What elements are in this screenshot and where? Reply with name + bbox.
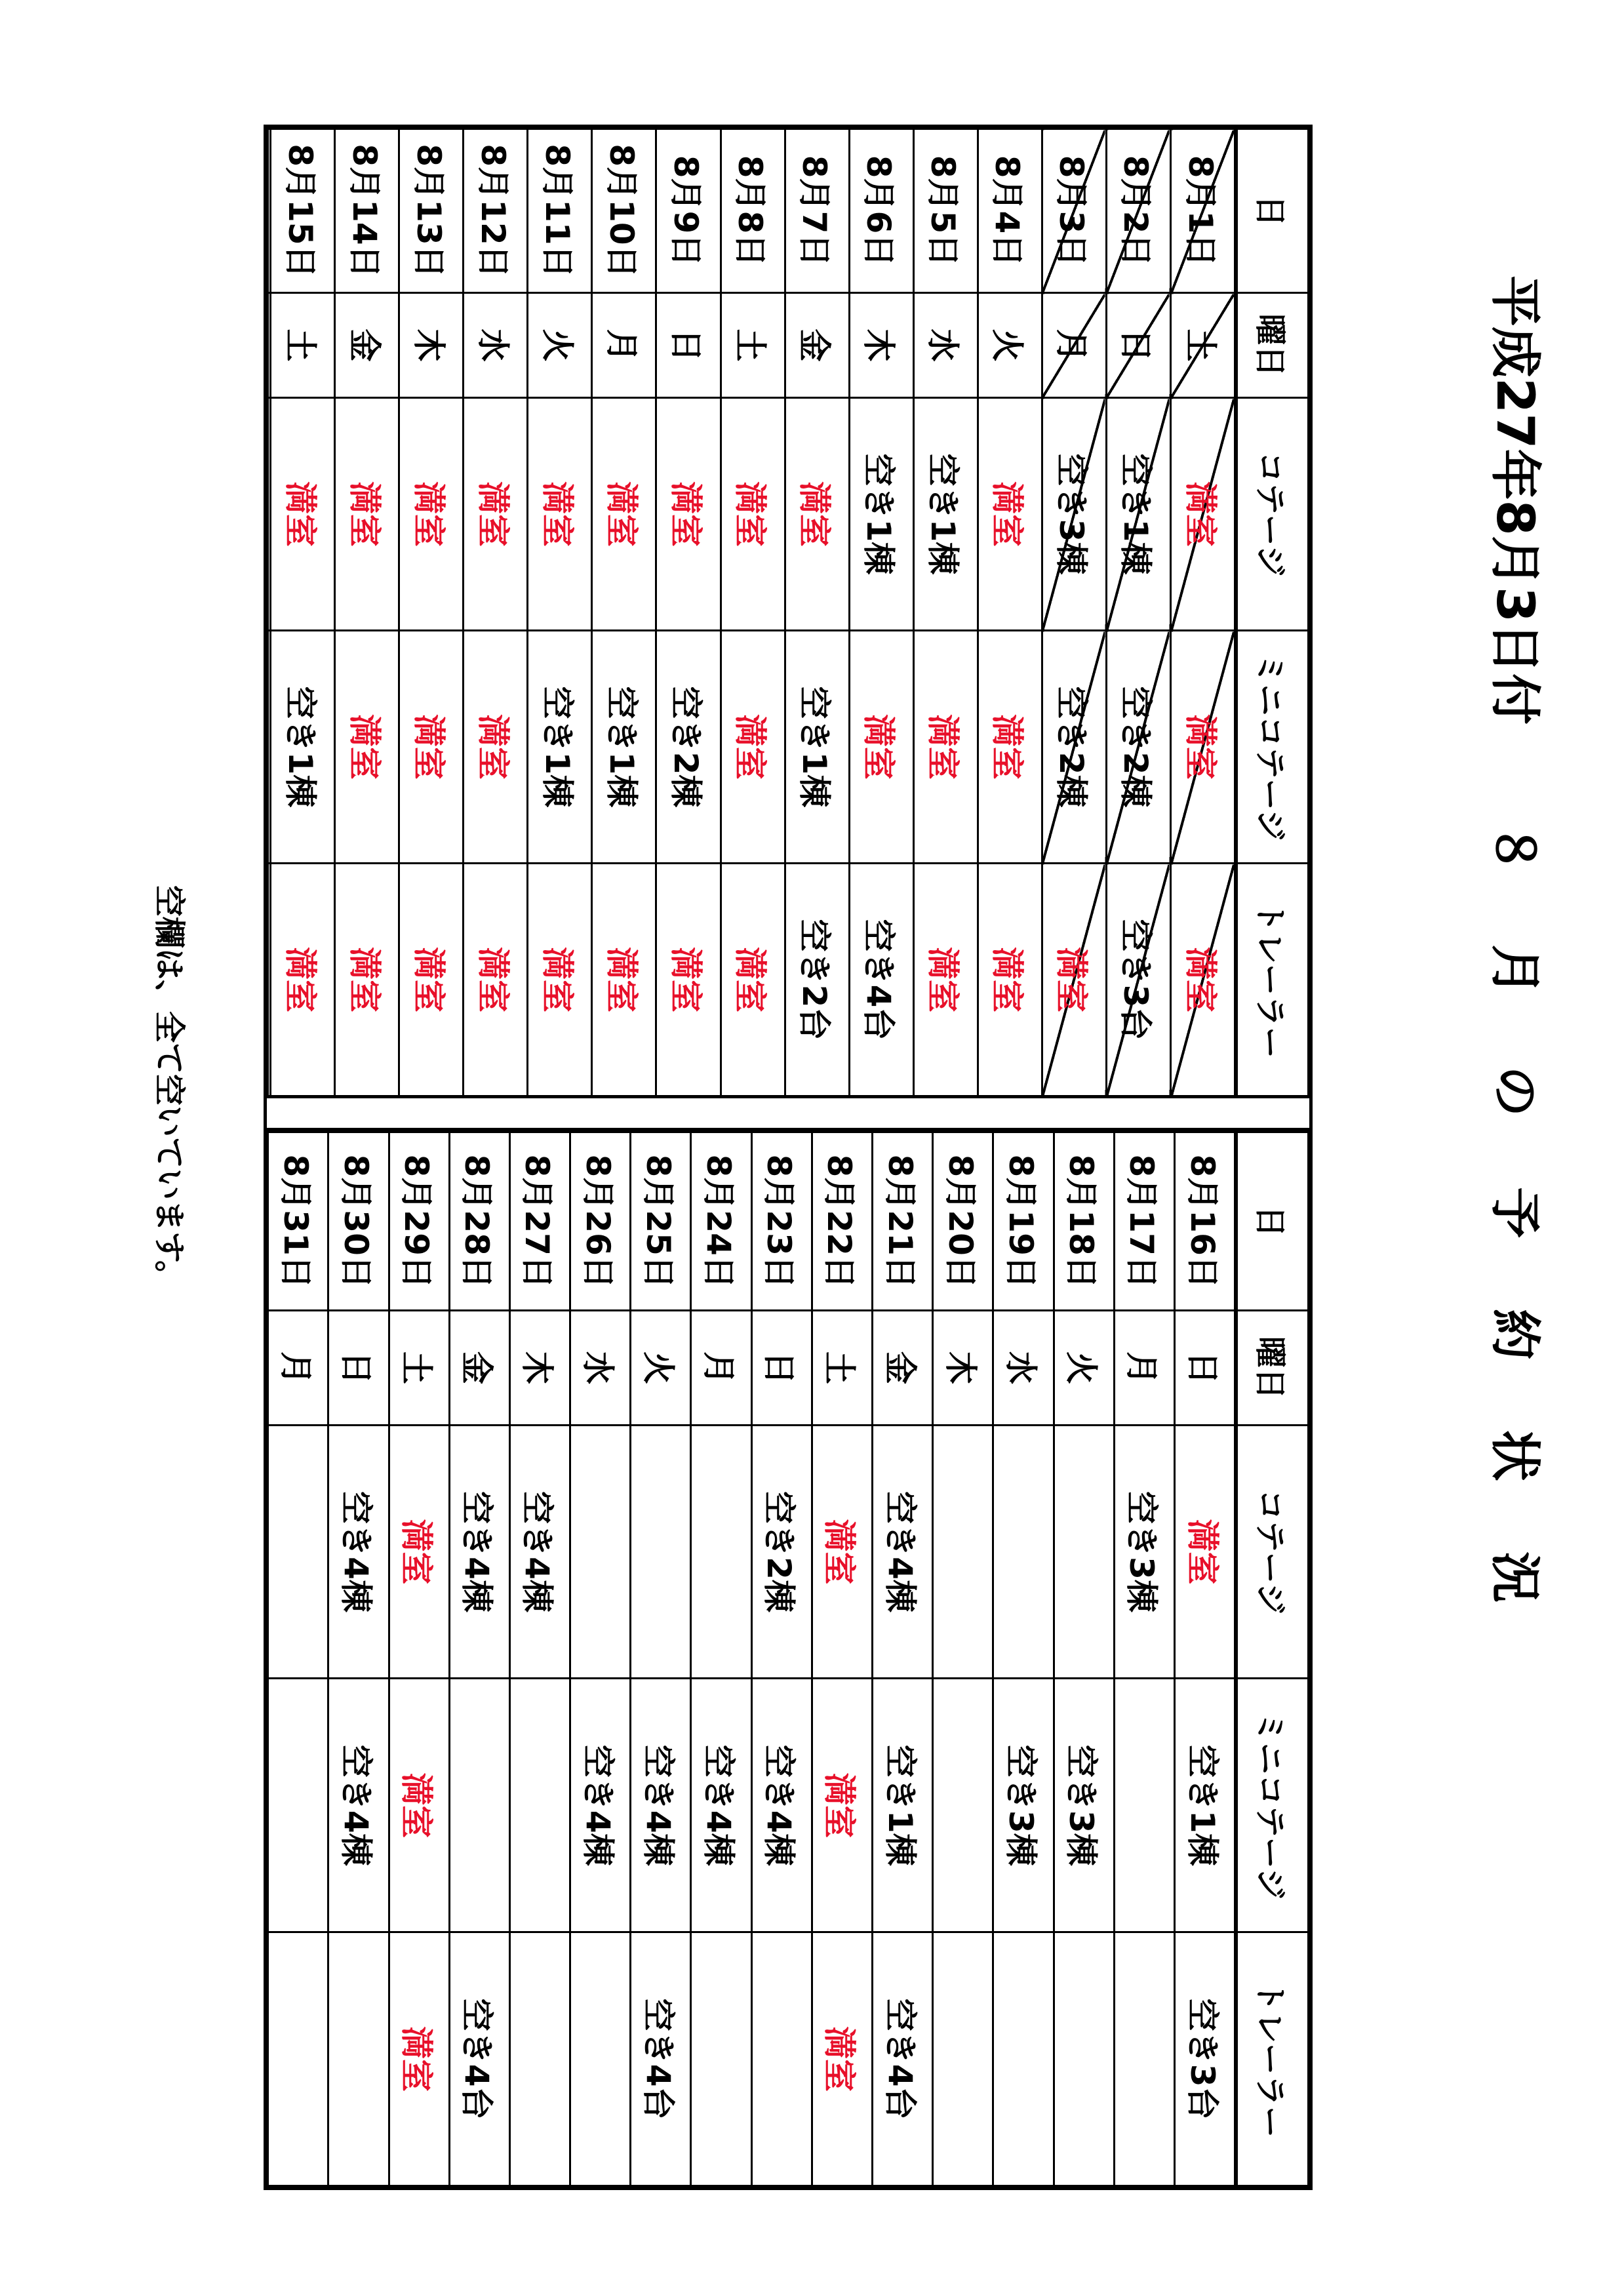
trailer-cell [509, 1932, 570, 2186]
trailer-cell [933, 1932, 993, 2186]
weekday-cell: 火 [631, 1311, 691, 1425]
table-row [592, 129, 656, 1096]
trailer-cell [691, 1932, 751, 2186]
trailer-cell: 空き4台 [631, 1932, 691, 2186]
table-row [993, 1132, 1054, 2186]
trailer-cell: 空き4台 [849, 864, 913, 1096]
weekday-cell: 火 [978, 293, 1042, 398]
table-row [1114, 1132, 1174, 2186]
weekday-cell: 日 [1174, 1311, 1236, 1425]
mini-cottage-cell: 満室 [913, 631, 978, 864]
cottage-cell: 満室 [812, 1425, 872, 1679]
table-row [656, 129, 721, 1096]
weekday-cell: 水 [993, 1311, 1054, 1425]
mini-cottage-cell: 空き4棟 [631, 1679, 691, 1932]
day-cell: 8月1日 [1170, 129, 1236, 293]
issue-date: 平成27年8月3日付 [1485, 275, 1544, 725]
day-cell: 8月25日 [631, 1132, 691, 1311]
table-row [1106, 129, 1170, 1096]
weekday-cell: 月 [268, 1311, 328, 1425]
day-cell: 8月4日 [978, 129, 1042, 293]
table-row [464, 129, 528, 1096]
day-cell [268, 129, 271, 293]
cottage-cell: 空き2棟 [751, 1425, 812, 1679]
cottage-cell: 満室 [335, 398, 399, 631]
table-row [528, 129, 592, 1096]
weekday-cell: 木 [399, 293, 464, 398]
trailer-cell: 満室 [721, 864, 785, 1096]
cottage-cell: 空き3棟 [1042, 398, 1106, 631]
table-row [873, 1132, 933, 2186]
table-row [1170, 129, 1236, 1096]
cottage-cell [631, 1425, 691, 1679]
day-cell: 8月18日 [1054, 1132, 1114, 1311]
cottage-cell: 満室 [389, 1425, 449, 1679]
weekday-cell: 木 [933, 1311, 993, 1425]
mini-cottage-cell: 満室 [464, 631, 528, 864]
header-mini-cottage: ミニコテージ [1237, 1679, 1309, 1932]
day-cell: 8月31日 [268, 1132, 328, 1311]
mini-cottage-cell: 空き3棟 [1054, 1679, 1114, 1932]
trailer-cell: 満室 [656, 864, 721, 1096]
trailer-cell [570, 1932, 631, 2186]
trailer-cell [268, 864, 271, 1096]
cottage-cell: 満室 [1170, 398, 1236, 631]
weekday-cell: 土 [721, 293, 785, 398]
header-day: 日 [1237, 1132, 1309, 1311]
day-cell: 8月26日 [570, 1132, 631, 1311]
table-divider [267, 1095, 1309, 1131]
day-cell: 8月23日 [751, 1132, 812, 1311]
reservation-tables [264, 125, 1313, 2190]
cottage-cell [993, 1425, 1054, 1679]
weekday-cell: 月 [592, 293, 656, 398]
cottage-cell [570, 1425, 631, 1679]
trailer-cell [1054, 1932, 1114, 2186]
cottage-cell: 空き4棟 [449, 1425, 509, 1679]
weekday-cell: 月 [1114, 1311, 1174, 1425]
table-row [812, 1132, 872, 2186]
table-row [1054, 1132, 1114, 2186]
day-cell: 8月11日 [528, 129, 592, 293]
weekday-cell [268, 293, 271, 398]
mini-cottage-cell: 空き2棟 [1106, 631, 1170, 864]
header-weekday: 曜日 [1237, 1311, 1309, 1425]
header-day: 日 [1237, 129, 1309, 293]
table-row [751, 1132, 812, 2186]
mini-cottage-cell: 空き4棟 [751, 1679, 812, 1932]
day-cell: 8月15日 [271, 129, 335, 293]
day-cell: 8月30日 [328, 1132, 389, 1311]
mini-cottage-cell: 満室 [721, 631, 785, 864]
mini-cottage-cell: 空き4棟 [570, 1679, 631, 1932]
day-cell: 8月16日 [1174, 1132, 1236, 1311]
trailer-cell: 空き3台 [1174, 1932, 1236, 2186]
cottage-cell: 満室 [721, 398, 785, 631]
trailer-cell [993, 1932, 1054, 2186]
trailer-cell: 満室 [913, 864, 978, 1096]
header-cottage: コテージ [1237, 398, 1309, 631]
mini-cottage-cell [268, 1679, 328, 1932]
table-row [449, 1132, 509, 2186]
table-row [389, 1132, 449, 2186]
table-row [509, 1132, 570, 2186]
day-cell: 8月5日 [913, 129, 978, 293]
table-row [913, 129, 978, 1096]
day-cell: 8月10日 [592, 129, 656, 293]
weekday-cell: 日 [328, 1311, 389, 1425]
table-row [570, 1132, 631, 2186]
mini-cottage-cell: 満室 [1170, 631, 1236, 864]
weekday-cell: 水 [913, 293, 978, 398]
mini-cottage-cell: 空き1棟 [271, 631, 335, 864]
weekday-cell: 金 [873, 1311, 933, 1425]
mini-cottage-cell [933, 1679, 993, 1932]
table-row [1174, 1132, 1236, 2186]
cottage-cell [691, 1425, 751, 1679]
mini-cottage-cell [268, 631, 271, 864]
weekday-cell: 土 [271, 293, 335, 398]
mini-cottage-cell: 空き1棟 [873, 1679, 933, 1932]
weekday-cell: 月 [691, 1311, 751, 1425]
weekday-cell: 木 [849, 293, 913, 398]
weekday-cell: 木 [509, 1311, 570, 1425]
weekday-cell: 日 [751, 1311, 812, 1425]
day-cell: 8月17日 [1114, 1132, 1174, 1311]
cottage-cell: 空き4棟 [509, 1425, 570, 1679]
table-row [268, 1132, 328, 2186]
cottage-cell: 空き3棟 [1114, 1425, 1174, 1679]
cottage-cell: 空き1棟 [1106, 398, 1170, 631]
cottage-cell: 空き1棟 [913, 398, 978, 631]
trailer-cell: 空き3台 [1106, 864, 1170, 1096]
header-cottage: コテージ [1237, 1425, 1309, 1679]
weekday-cell: 金 [449, 1311, 509, 1425]
day-cell: 8月27日 [509, 1132, 570, 1311]
trailer-cell: 満室 [1042, 864, 1106, 1096]
trailer-cell [328, 1932, 389, 2186]
weekday-cell: 土 [1170, 293, 1236, 398]
day-cell: 8月7日 [785, 129, 849, 293]
day-cell: 8月28日 [449, 1132, 509, 1311]
trailer-cell: 満室 [812, 1932, 872, 2186]
table-row [268, 129, 271, 1096]
trailer-cell: 満室 [528, 864, 592, 1096]
table-row [1042, 129, 1106, 1096]
trailer-cell: 満室 [1170, 864, 1236, 1096]
table-row [631, 1132, 691, 2186]
title-row [1480, 105, 1558, 2190]
weekday-cell: 火 [1054, 1311, 1114, 1425]
day-cell: 8月8日 [721, 129, 785, 293]
cottage-cell: 満室 [528, 398, 592, 631]
trailer-cell: 満室 [978, 864, 1042, 1096]
day-cell: 8月14日 [335, 129, 399, 293]
trailer-cell: 空き4台 [449, 1932, 509, 2186]
page-title: ８ 月 の 予 約 状 況 [1485, 823, 1544, 1629]
cottage-cell: 満室 [656, 398, 721, 631]
table-row [849, 129, 913, 1096]
mini-cottage-cell: 空き2棟 [1042, 631, 1106, 864]
weekday-cell: 土 [389, 1311, 449, 1425]
cottage-cell: 満室 [464, 398, 528, 631]
trailer-cell: 空き2台 [785, 864, 849, 1096]
cottage-cell [268, 1425, 328, 1679]
day-cell: 8月12日 [464, 129, 528, 293]
weekday-cell: 水 [570, 1311, 631, 1425]
mini-cottage-cell: 空き1棟 [1174, 1679, 1236, 1932]
table-row [335, 129, 399, 1096]
trailer-cell [268, 1932, 328, 2186]
day-cell: 8月13日 [399, 129, 464, 293]
cottage-cell: 満室 [978, 398, 1042, 631]
cottage-cell: 満室 [785, 398, 849, 631]
table-row [328, 1132, 389, 2186]
trailer-cell: 満室 [592, 864, 656, 1096]
weekday-cell: 水 [464, 293, 528, 398]
mini-cottage-cell: 空き3棟 [993, 1679, 1054, 1932]
mini-cottage-cell: 満室 [389, 1679, 449, 1932]
day-cell: 8月21日 [873, 1132, 933, 1311]
trailer-cell: 満室 [399, 864, 464, 1096]
weekday-cell: 月 [1042, 293, 1106, 398]
table-row [721, 129, 785, 1096]
cottage-cell: 満室 [399, 398, 464, 631]
trailer-cell: 満室 [335, 864, 399, 1096]
mini-cottage-cell: 空き4棟 [691, 1679, 751, 1932]
table-row [978, 129, 1042, 1096]
trailer-cell: 満室 [464, 864, 528, 1096]
footnote: 空欄は、全て空いています。 [151, 885, 188, 1292]
mini-cottage-cell: 満室 [399, 631, 464, 864]
mini-cottage-cell: 満室 [978, 631, 1042, 864]
trailer-cell [751, 1932, 812, 2186]
mini-cottage-cell: 空き1棟 [592, 631, 656, 864]
day-cell: 8月2日 [1106, 129, 1170, 293]
day-cell: 8月19日 [993, 1132, 1054, 1311]
cottage-cell: 満室 [592, 398, 656, 631]
weekday-cell: 日 [1106, 293, 1170, 398]
table-row [399, 129, 464, 1096]
mini-cottage-cell [509, 1679, 570, 1932]
day-cell: 8月9日 [656, 129, 721, 293]
cottage-cell: 空き4棟 [873, 1425, 933, 1679]
weekday-cell: 金 [335, 293, 399, 398]
table-row [933, 1132, 993, 2186]
header-weekday: 曜日 [1237, 293, 1309, 398]
mini-cottage-cell: 空き2棟 [656, 631, 721, 864]
day-cell: 8月24日 [691, 1132, 751, 1311]
mini-cottage-cell: 満室 [812, 1679, 872, 1932]
first-half-table [267, 128, 1309, 1095]
table-row [691, 1132, 751, 2186]
day-cell: 8月6日 [849, 129, 913, 293]
day-cell: 8月29日 [389, 1132, 449, 1311]
weekday-cell: 金 [785, 293, 849, 398]
mini-cottage-cell: 空き1棟 [528, 631, 592, 864]
table-row [271, 129, 335, 1096]
mini-cottage-cell: 満室 [849, 631, 913, 864]
trailer-cell: 満室 [389, 1932, 449, 2186]
trailer-cell: 満室 [271, 864, 335, 1096]
trailer-cell: 空き4台 [873, 1932, 933, 2186]
mini-cottage-cell: 空き4棟 [328, 1679, 389, 1932]
cottage-cell: 空き4棟 [328, 1425, 389, 1679]
second-half-table [267, 1131, 1309, 2187]
trailer-cell [1114, 1932, 1174, 2186]
mini-cottage-cell [449, 1679, 509, 1932]
cottage-cell [268, 398, 271, 631]
cottage-cell: 空き1棟 [849, 398, 913, 631]
day-cell: 8月22日 [812, 1132, 872, 1311]
mini-cottage-cell: 空き1棟 [785, 631, 849, 864]
weekday-cell: 火 [528, 293, 592, 398]
header-trailer: トレーラー [1237, 1932, 1309, 2186]
day-cell: 8月3日 [1042, 129, 1106, 293]
cottage-cell [1054, 1425, 1114, 1679]
mini-cottage-cell: 満室 [335, 631, 399, 864]
cottage-cell [933, 1425, 993, 1679]
day-cell: 8月20日 [933, 1132, 993, 1311]
weekday-cell: 土 [812, 1311, 872, 1425]
header-mini-cottage: ミニコテージ [1237, 631, 1309, 864]
header-trailer: トレーラー [1237, 864, 1309, 1096]
cottage-cell: 満室 [1174, 1425, 1236, 1679]
table-row [785, 129, 849, 1096]
mini-cottage-cell [1114, 1679, 1174, 1932]
cottage-cell: 満室 [271, 398, 335, 631]
weekday-cell: 日 [656, 293, 721, 398]
